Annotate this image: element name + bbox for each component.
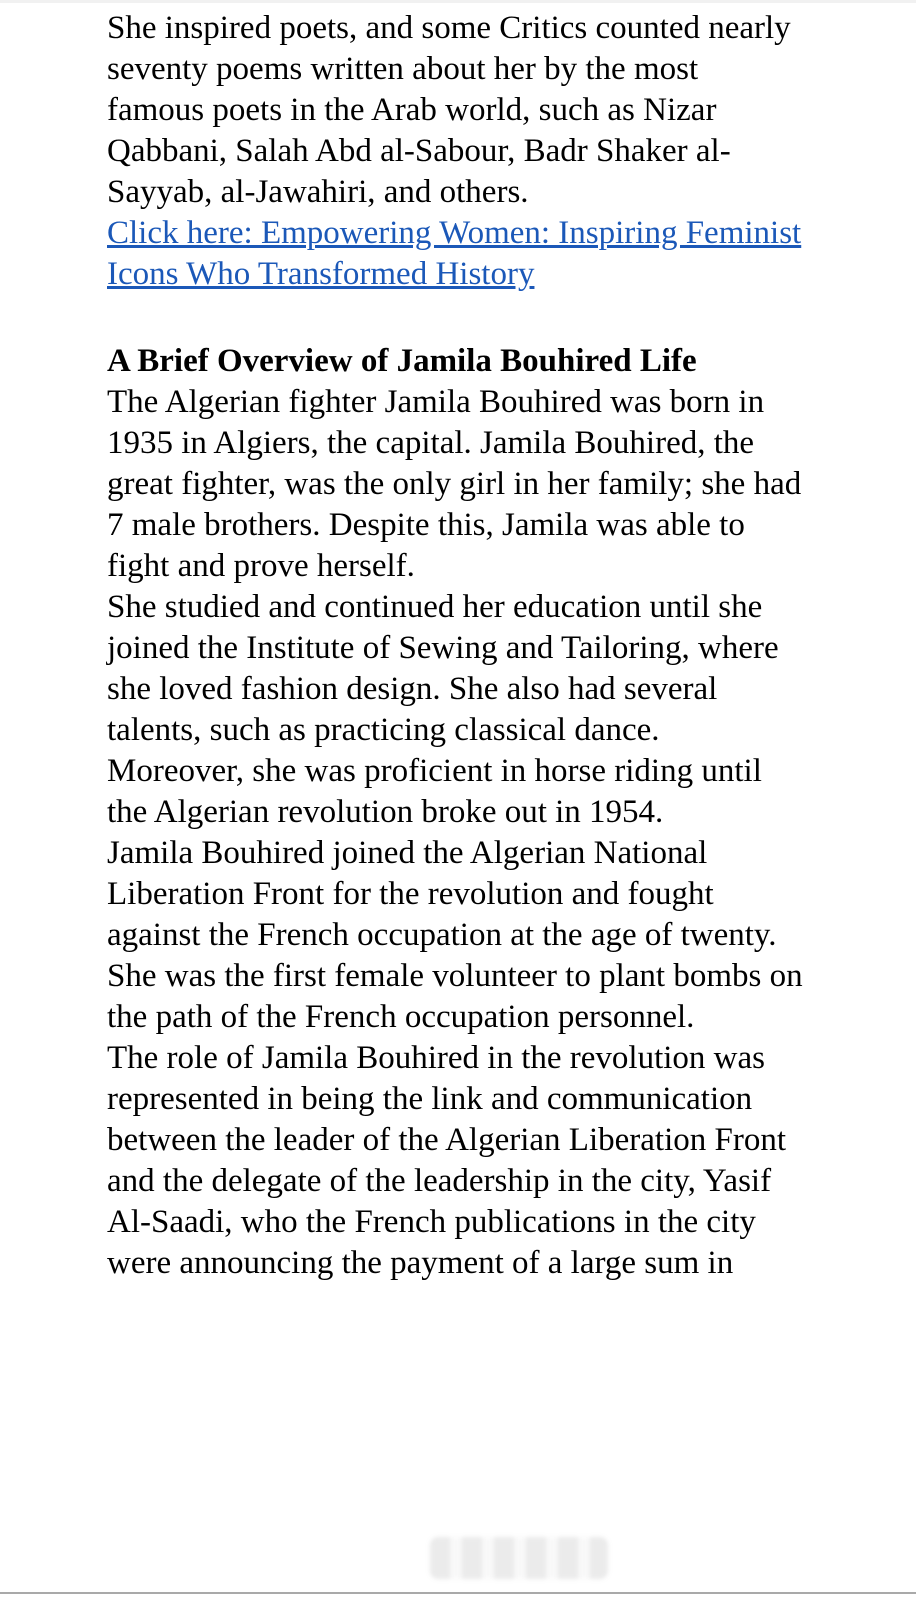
paragraph-revolution-role: The role of Jamila Bouhired in the revolution was represented in being the link and communication between the leader of the Algerian Liberation Front and the delegate of the leadership in the city, Yasif Al-Saadi, who the French publications in the city were announcing the payment of a large sum in [107, 1040, 786, 1281]
screenshot-top-edge [0, 0, 916, 3]
related-link-paragraph [107, 213, 803, 295]
watermark [430, 1537, 608, 1579]
paragraph-liberation-front: Jamila Bouhired joined the Algerian National Liberation Front for the revolution and fought against the French occupation at the age of twenty. She was the first female volunteer to plant bombs on the path of the French occupation personnel. [107, 835, 803, 1035]
bottom-divider [0, 1592, 916, 1594]
related-article-link[interactable]: Click here: Empowering Women: Inspiring Feminist Icons Who Transformed History [107, 215, 802, 292]
paragraph-education: She studied and continued her education until she joined the Institute of Sewing and Tailoring, where she loved fashion design. She also had several talents, such as practicing classical dance. Moreover, she was proficient in horse riding until the Algerian revolution broke out in 1954. [107, 589, 779, 830]
paragraph-birth: The Algerian fighter Jamila Bouhired was born in 1935 in Algiers, the capital. Jamila Bouhired, the great fighter, was the only girl in her family; she had 7 male brothers. Despite this, Jamila was able to fight and prove herself. [107, 384, 802, 584]
paragraph-intro: She inspired poets, and some Critics counted nearly seventy poems written about her by the most famous poets in the Arab world, such as Nizar Qabbani, Salah Abd al-Sabour, Badr Shaker al-Sayyab, al-Jawahiri, and others. [107, 10, 791, 210]
article-content [107, 8, 803, 1284]
section-heading: A Brief Overview of Jamila Bouhired Life [107, 343, 697, 379]
